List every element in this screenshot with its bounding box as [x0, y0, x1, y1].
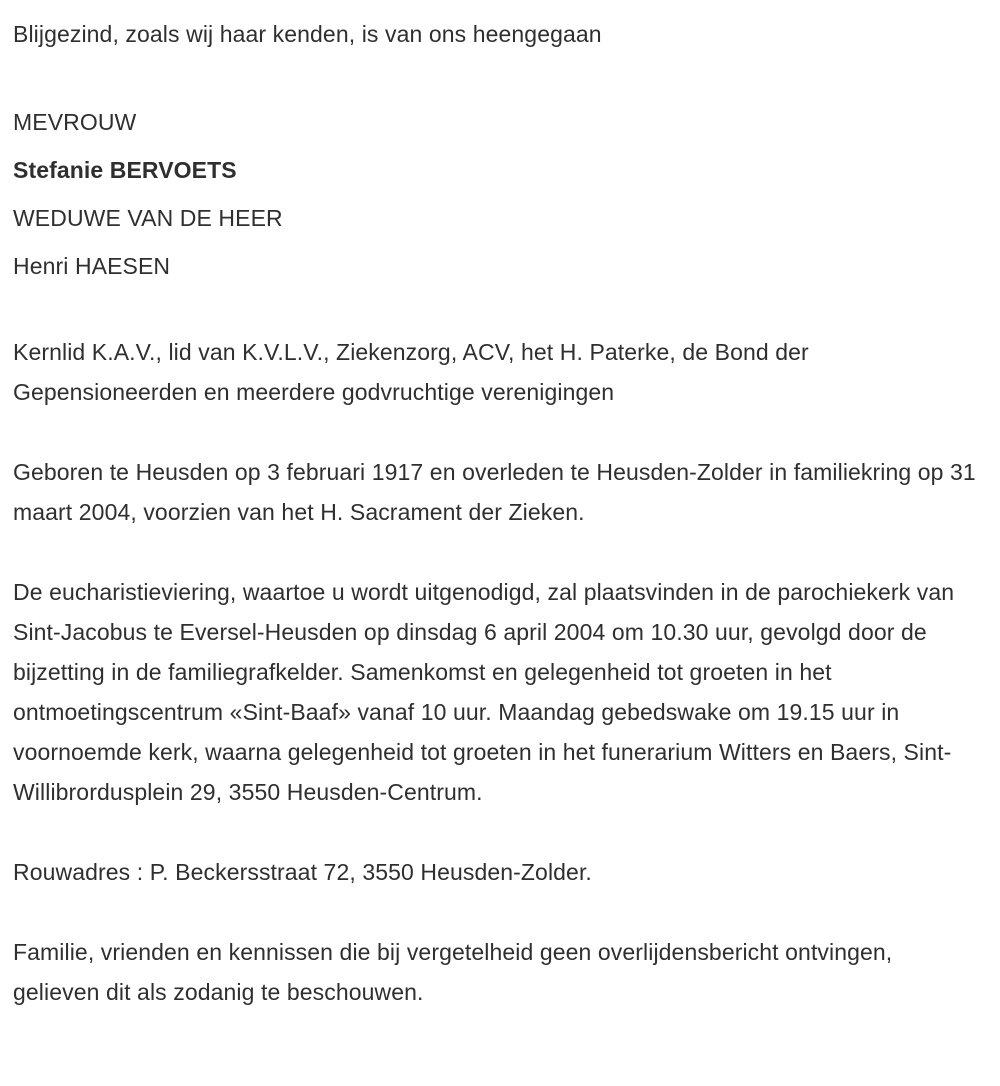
- deceased-name-block: [13, 98, 986, 290]
- life-dates-paragraph: Geboren te Heusden op 3 februari 1917 en overleden te Heusden-Zolder in familiekring op 31 maart 2004, voorzien van het H. Sacrament der Zieken.: [13, 459, 976, 525]
- opening-line: Blijgezind, zoals wij haar kenden, is van ons heengegaan: [13, 21, 602, 47]
- husband-name: Henri HAESEN: [13, 253, 171, 279]
- title-mevrouw: MEVROUW: [13, 109, 137, 135]
- closing-paragraph: Familie, vrienden en kennissen die bij vergetelheid geen overlijdensbericht ontvingen, gelieven dit als zodanig te beschouwen.: [13, 939, 893, 1005]
- memberships-paragraph: Kernlid K.A.V., lid van K.V.L.V., Ziekenzorg, ACV, het H. Paterke, de Bond der Gepensioneerden en meerdere godvruchtige verenigingen: [13, 339, 809, 405]
- ceremony-paragraph: De eucharistieviering, waartoe u wordt uitgenodigd, zal plaatsvinden in de parochiekerk van Sint-Jacobus te Eversel-Heusden op dinsdag 6 april 2004 om 10.30 uur, gevolgd door de bijzetting in de familiegrafkelder. Samenkomst en gelegenheid tot groeten in het ontmoetingscentrum «Sint-Baaf» vanaf 10 uur. Maandag gebedswake om 19.15 uur in voornoemde kerk, waarna gelegenheid tot groeten in het funerarium Witters en Baers, Sint-Willibrordusplein 29, 3550 Heusden-Centrum.: [13, 579, 955, 805]
- widow-label: WEDUWE VAN DE HEER: [13, 205, 283, 231]
- mourning-address: Rouwadres : P. Beckersstraat 72, 3550 Heusden-Zolder.: [13, 859, 592, 885]
- deceased-name: Stefanie BERVOETS: [13, 157, 237, 183]
